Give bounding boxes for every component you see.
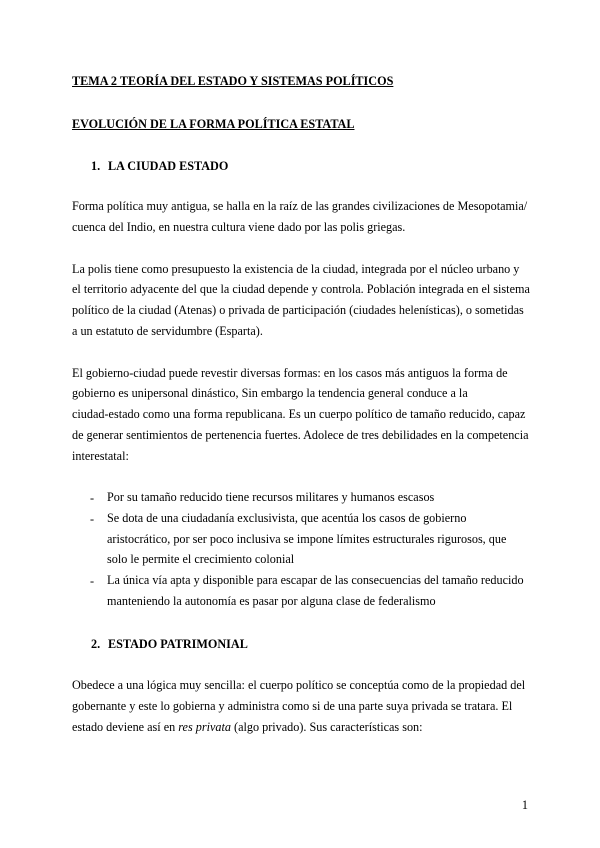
paragraph-line: el territorio adyacente del que la ciudad depende y controla. Población integrada en el sistema: [72, 282, 530, 296]
paragraph-line: ciudad-estado como una forma republicana. Es un cuerpo político de tamaño reducido, capaz: [72, 407, 526, 421]
section-2-heading: ESTADO PATRIMONIAL: [108, 637, 248, 651]
bullet-item-line: Por su tamaño reducido tiene recursos militares y humanos escasos: [107, 490, 435, 504]
bullet-item-line: manteniendo la autonomía es pasar por alguna clase de federalismo: [107, 594, 436, 608]
paragraph-line: de generar sentimientos de pertenencia fuertes. Adolece de tres debilidades en la competencia: [72, 428, 529, 442]
paragraph-line: gobierno es unipersonal dinástico, Sin embargo la tendencia general conduce a la: [72, 386, 468, 400]
paragraph-line: gobernante y este lo gobierna y administra como si de una parte suya privada se tratara. El: [72, 699, 513, 713]
paragraph-line: [72, 721, 423, 733]
paragraph-line: La polis tiene como presupuesto la existencia de la ciudad, integrada por el núcleo urbano y: [72, 262, 520, 276]
paragraph-line: El gobierno-ciudad puede revestir diversas formas: en los casos más antiguos la forma de: [72, 366, 508, 380]
paragraph-line: político de la ciudad (Atenas) o privada de participación (ciudades helenísticas), o sometidas: [72, 303, 524, 317]
italic-term: res privata: [178, 720, 231, 734]
document-title: TEMA 2 TEORÍA DEL ESTADO Y SISTEMAS POLÍTICOS: [72, 74, 394, 88]
bullet-item-line: aristocrático, por ser poco inclusiva se impone límites estructurales rigurosos, que: [107, 532, 507, 546]
paragraph-line: Obedece a una lógica muy sencilla: el cuerpo político se conceptúa como de la propiedad del: [72, 678, 526, 692]
bullet-item-line: Se dota de una ciudadanía exclusivista, que acentúa los casos de gobierno: [107, 511, 467, 525]
section-1-heading: LA CIUDAD ESTADO: [108, 159, 229, 173]
bullet-marker: -: [90, 491, 95, 505]
bullet-item-line: La única vía apta y disponible para escapar de las consecuencias del tamaño reducido: [107, 573, 524, 587]
bullet-marker: -: [90, 512, 95, 526]
paragraph-line: a un estatuto de servidumbre (Esparta).: [72, 324, 263, 338]
paragraph-line: interestatal:: [72, 449, 129, 463]
page-number: 1: [521, 798, 528, 812]
bullet-item-line: solo le permite el crecimiento colonial: [107, 552, 295, 566]
text-run: estado deviene así en: [72, 720, 179, 734]
paragraph-line: cuenca del Indio, en nuestra cultura viene dado por las polis griegas.: [72, 220, 406, 234]
document-subtitle: EVOLUCIÓN DE LA FORMA POLÍTICA ESTATAL: [72, 117, 355, 131]
section-2-number: 2.: [91, 637, 101, 651]
section-1-number: 1.: [91, 159, 101, 173]
paragraph-line: Forma política muy antigua, se halla en la raíz de las grandes civilizaciones de Mesopotamia/: [72, 199, 528, 213]
bullet-marker: -: [90, 574, 95, 588]
text-run: (algo privado). Sus características son:: [230, 720, 423, 734]
